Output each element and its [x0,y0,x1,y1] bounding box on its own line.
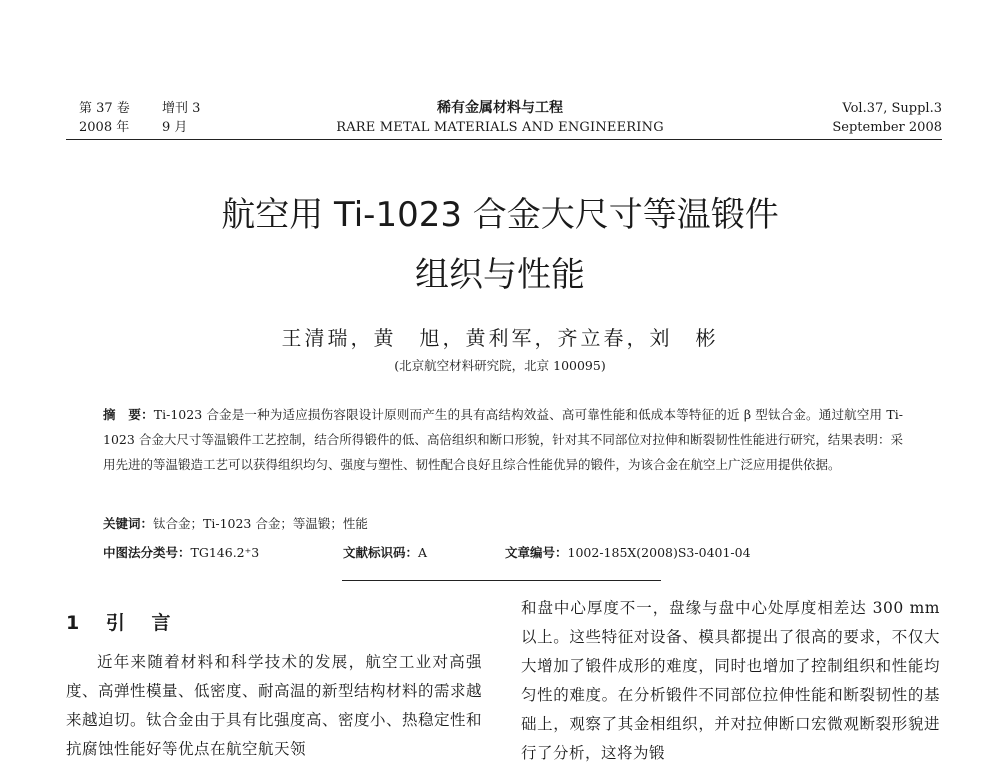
affiliation: (北京航空材料研究院，北京 100095) [394,358,606,373]
abstract-divider [342,580,661,581]
abstract-label: 摘 要： [103,407,154,422]
document-code-value: A [418,545,428,560]
abstract-paragraph [103,402,903,477]
header-date-en: September 2008 [832,120,942,135]
document-code [343,543,427,561]
clc-number [103,543,259,561]
keywords-label: 关键词： [103,516,154,531]
header-month-cn: 9 月 [162,120,188,135]
author-list: 王清瑞，黄 旭，黄利军，齐立春，刘 彬 [281,326,719,350]
article-number [505,543,751,561]
clc-label: 中图法分类号： [103,545,191,560]
header-volume-en: Vol.37, Suppl.3 [842,101,942,116]
document-code-label: 文献标识码： [343,545,419,560]
body-left-column: 近年来随着材料和科学技术的发展，航空工业对高强度、高弹性模量、低密度、耐高温的新型结构材料的需求越来越迫切。钛合金由于具有比强度高、密度小、热稳定性和抗腐蚀性能好等优点在航空航天领 [66,653,483,758]
header-issue-cn: 增刊 3 [162,101,201,116]
header-year-cn: 2008 年 [79,120,130,135]
abstract [103,402,903,477]
journal-title-cn: 稀有金属材料与工程 [437,100,563,116]
paper-title-line-2: 组织与性能 [415,255,585,295]
abstract-text: Ti-1023 合金是一种为适应损伤容限设计原则而产生的具有高结构效益、高可靠性能和低成本等特征的近 β 型钛合金。通过航空用 Ti-1023 合金大尺寸等温锻件工艺控制，结合所得锻件的低、高倍组织和断口形貌，针对其不同部位对拉伸和断裂韧性性能进行研究，结果表明：采用先进的等温锻造工艺可以获得组织均匀、强度与塑性、韧性配合良好且综合性能优异的锻件，为该合金在航空上广泛应用提供依据。 [103,407,903,472]
article-number-label: 文章编号： [505,545,568,560]
paper-title-line-1: 航空用 Ti-1023 合金大尺寸等温锻件 [221,195,779,235]
body-right-column: 和盘中心厚度不一，盘缘与盘中心处厚度相差达 300 mm 以上。这些特征对设备、模具都提出了很高的要求，不仅大大增加了锻件成形的难度，同时也增加了控制组织和性能均匀性的难度。在分析锻件不同部位拉伸性能和断裂韧性的基础上，观察了其金相组织，并对拉伸断口宏微观断裂形貌进行了分析，这将为锻 [521,599,940,762]
header-volume-cn: 第 37 卷 [79,101,130,116]
article-number-value: 1002-185X(2008)S3-0401-04 [567,545,751,560]
journal-title-en: RARE METAL MATERIALS AND ENGINEERING [336,120,664,135]
keywords [103,514,368,532]
header-rule [66,139,942,140]
section-heading-introduction: 1 引 言 [66,612,181,634]
keywords-text: 钛合金；Ti-1023 合金；等温锻；性能 [153,516,368,531]
clc-value: TG146.2⁺3 [190,545,260,560]
